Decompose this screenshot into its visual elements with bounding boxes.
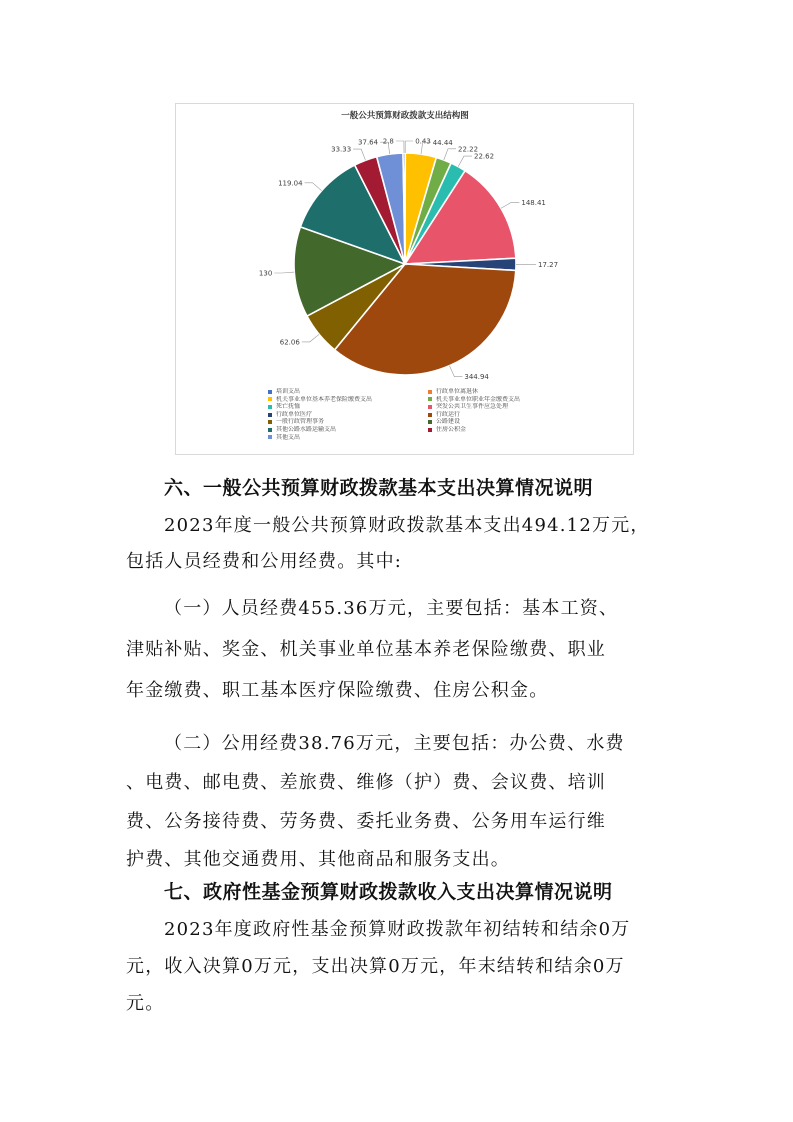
pie-leader-10: [353, 149, 365, 160]
s6-line-5: 年金缴费、职工基本医疗保险缴费、住房公积金。: [126, 680, 549, 701]
legend-row: [268, 388, 608, 396]
pie-data-label-12: 2.8: [382, 137, 394, 146]
legend-label: 一般行政管理事务: [276, 418, 325, 426]
legend-label: 其他公路水路运输支出: [276, 425, 337, 433]
s7-line-2: 元，收入决算0万元，支出决算0万元，年末结转和结余0万: [126, 956, 625, 977]
pie-leader-0: [405, 141, 413, 153]
s6-line-3: （一）人员经费455.36万元，主要包括：基本工资、: [164, 598, 619, 619]
legend-item: [268, 434, 428, 442]
legend-swatch: [428, 428, 432, 432]
pie-leader-6: [450, 366, 463, 377]
legend-label: 机关事业单位职业年金缴费支出: [436, 395, 521, 403]
pie-leader-2: [444, 149, 456, 160]
legend-label: 行政单位医疗: [276, 410, 313, 418]
s7-line-1: 2023年度政府性基金预算财政拨款年初结转和结余0万: [164, 919, 631, 940]
legend-label: 突发公共卫生事件应急处理: [436, 403, 509, 411]
pie-leader-8: [274, 272, 294, 273]
s6-line-6: （二）公用经费38.76万元，主要包括：办公费、水费: [164, 733, 625, 754]
pie-data-label-9: 119.04: [278, 179, 303, 188]
legend-item: [268, 403, 428, 411]
pie-data-label-3: 22.62: [474, 152, 495, 161]
legend-label: 死亡抚恤: [276, 403, 301, 411]
pie-data-label-0: 0.43: [415, 137, 431, 146]
legend-swatch: [268, 405, 272, 409]
legend-item: [428, 396, 588, 404]
pie-data-label-11: 37.64: [358, 138, 379, 147]
legend-label: 行政单位离退休: [436, 388, 479, 395]
pie-data-label-2: 22.22: [458, 145, 479, 154]
legend-row: [268, 403, 608, 411]
legend-swatch: [428, 397, 432, 401]
legend-label: 行政运行: [436, 410, 461, 418]
legend-label: 机关事业单位基本养老保险缴费支出: [276, 395, 373, 403]
s6-line-7: 、电费、邮电费、差旅费、维修（护）费、会议费、培训: [126, 772, 606, 793]
pie-chart: [175, 103, 634, 455]
pie-data-label-6: 344.94: [464, 373, 489, 382]
chart-legend: [268, 388, 608, 441]
legend-label: 其他支出: [276, 433, 301, 441]
s7-line-3: 元。: [126, 993, 165, 1014]
legend-item: [428, 418, 588, 426]
legend-item: [428, 411, 588, 419]
section-6-heading: 六、一般公共预算财政拨款基本支出决算情况说明: [164, 477, 594, 499]
legend-swatch: [428, 405, 432, 409]
legend-swatch: [268, 435, 272, 439]
legend-label: 培训支出: [276, 388, 301, 395]
section-7-heading: 七、政府性基金预算财政拨款收入支出决算情况说明: [164, 881, 613, 903]
legend-item: [428, 403, 588, 411]
pie-leader-4: [501, 202, 519, 208]
legend-swatch: [428, 420, 432, 424]
pie-data-label-4: 148.41: [521, 198, 546, 207]
pie-data-label-10: 33.33: [331, 145, 352, 154]
legend-row: [268, 434, 608, 442]
pie-leader-7: [302, 334, 319, 342]
legend-item: [428, 426, 588, 434]
legend-swatch: [268, 413, 272, 417]
pie-leader-9: [305, 183, 322, 191]
legend-item: [428, 388, 588, 396]
s6-line-9: 护费、其他交通费用、其他商品和服务支出。: [126, 849, 510, 870]
legend-item: [268, 396, 428, 404]
chart-title: 一般公共预算财政拨款支出结构图: [341, 111, 469, 121]
legend-swatch: [268, 390, 272, 394]
legend-item: [268, 388, 428, 396]
legend-row: [268, 411, 608, 419]
legend-item: [268, 418, 428, 426]
legend-swatch: [268, 420, 272, 424]
s6-line-8: 费、公务接待费、劳务费、委托业务费、公务用车运行维: [126, 811, 606, 832]
legend-item: [268, 426, 428, 434]
s6-line-2: 包括人员经费和公用经费。其中:: [126, 551, 403, 572]
s6-line-4: 津贴补贴、奖金、机关事业单位基本养老保险缴费、职业: [126, 639, 606, 660]
legend-row: [268, 426, 608, 434]
pie-data-label-1: 44.44: [432, 138, 453, 147]
pie-data-label-5: 17.27: [538, 260, 559, 269]
pie-slices: [294, 153, 516, 375]
legend-label: 公路建设: [436, 418, 461, 426]
pie-leader-3: [458, 156, 472, 167]
legend-swatch: [428, 413, 432, 417]
legend-swatch: [428, 390, 432, 394]
legend-item: [268, 411, 428, 419]
s6-line-1: 2023年度一般公共预算财政拨款基本支出494.12万元，: [164, 515, 650, 536]
legend-row: [268, 396, 608, 404]
pie-data-label-7: 62.06: [279, 338, 300, 347]
pie-data-label-8: 130: [258, 269, 273, 278]
legend-label: 住房公积金: [436, 425, 467, 433]
legend-swatch: [268, 397, 272, 401]
legend-swatch: [268, 428, 272, 432]
legend-row: [268, 418, 608, 426]
pie-leader-12: [396, 141, 404, 153]
